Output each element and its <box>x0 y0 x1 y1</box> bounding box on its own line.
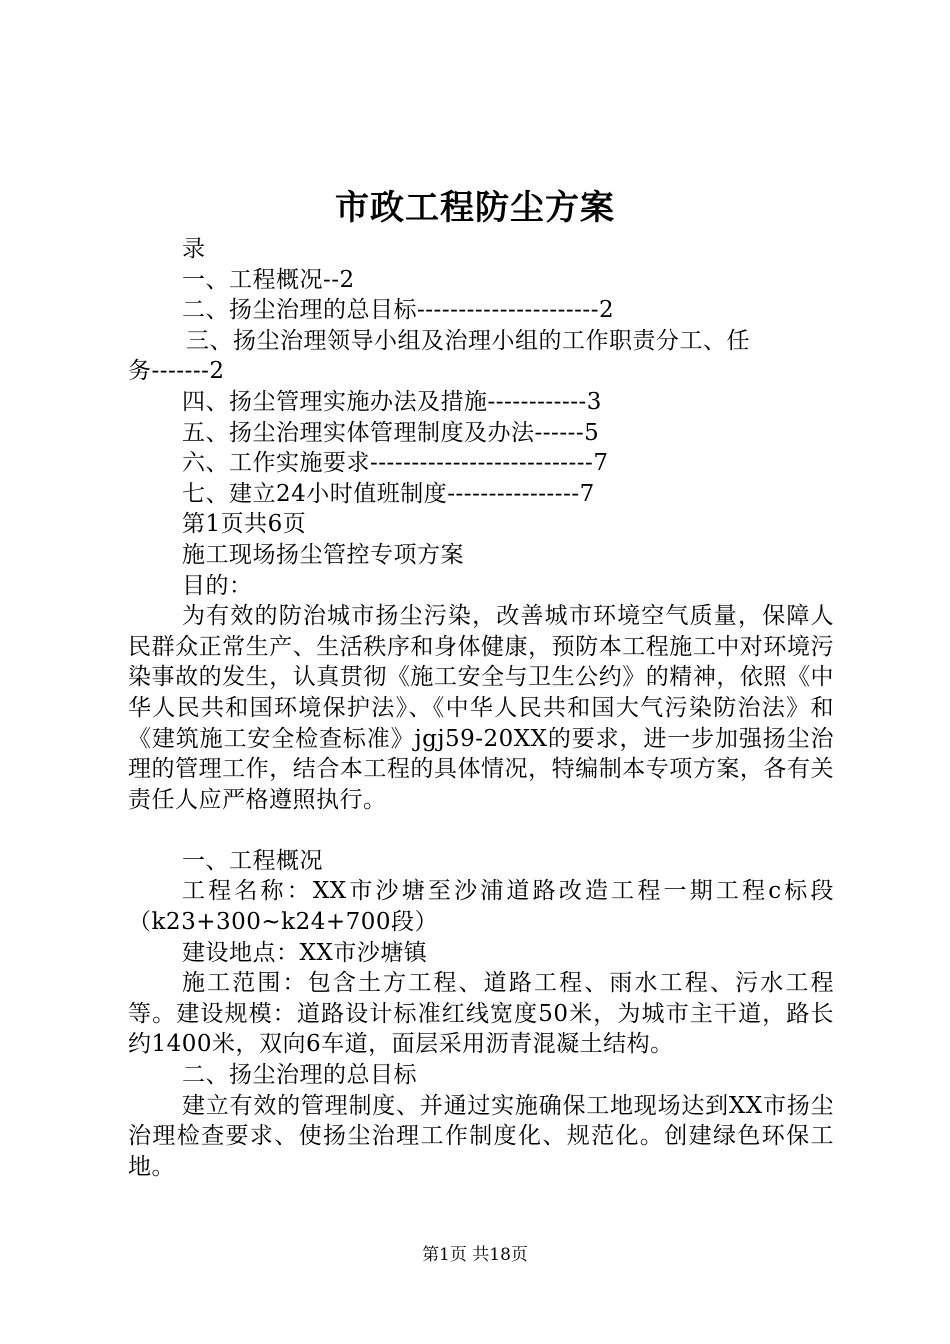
site-paragraph: 建设地点：XX市沙塘镇 <box>182 939 428 966</box>
toc-item: 二、扬尘治理的总目标----------------------2 <box>182 297 615 324</box>
blank-line <box>128 815 834 846</box>
toc-item: 一、工程概况--2 <box>182 266 355 293</box>
purpose-label: 目的： <box>182 572 253 599</box>
toc-item: 七、建立24小时值班制度----------------7 <box>182 480 595 507</box>
page-footer: 第1页 共18页 <box>422 1245 528 1265</box>
section-heading-goal: 二、扬尘治理的总目标 <box>182 1062 417 1089</box>
toc-item-continued: 务-------2 <box>128 358 225 385</box>
purpose-paragraph: 为有效的防治城市扬尘污染，改善城市环境空气质量，保障人民群众正常生产、生活秩序和身体健康，预防本工程施工中对环境污染事故的发生，认真贯彻《施工安全与卫生公约》的精神，依照《中华人民共和国环境保护法》、《中华人民共和国大气污染防治法》和《建筑施工安全检查标准》jgj59-20XX的要求，进一步加强扬尘治理的管理工作，结合本工程的具体情况，特编制本专项方案，各有关责任人应严格遵照执行。 <box>128 603 834 813</box>
document-body <box>128 234 834 1182</box>
document-title: 市政工程防尘方案 <box>335 188 615 228</box>
toc-item: 三、扬尘治理领导小组及治理小组的工作职责分工、任 <box>186 327 750 354</box>
document-subtitle: 施工现场扬尘管控专项方案 <box>182 541 464 568</box>
toc-item: 四、扬尘管理实施办法及措施------------3 <box>182 388 602 415</box>
toc-item: 五、扬尘治理实体管理制度及办法------5 <box>182 419 600 446</box>
page-mark: 第1页共6页 <box>182 511 307 538</box>
project-name-paragraph: 工程名称：XX市沙塘至沙浦道路改造工程一期工程c标段（k23+300~k24+700段） <box>128 878 834 936</box>
section-heading-overview: 一、工程概况 <box>182 847 323 874</box>
scope-paragraph: 施工范围：包含土方工程、道路工程、雨水工程、污水工程等。建设规模：道路设计标准红线宽度50米，为城市主干道，路长约1400米，双向6车道，面层采用沥青混凝土结构。 <box>128 970 834 1058</box>
toc-heading: 录 <box>182 236 206 262</box>
toc-item: 六、工作实施要求---------------------------7 <box>182 450 609 477</box>
goal-paragraph: 建立有效的管理制度、并通过实施确保工地现场达到XX市扬尘治理检查要求、使扬尘治理工作制度化、规范化。创建绿色环保工地。 <box>128 1092 834 1180</box>
